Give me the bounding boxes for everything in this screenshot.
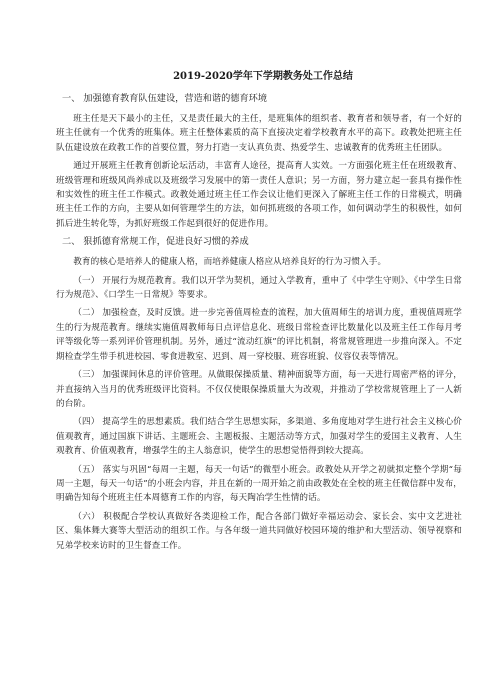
section-2-paragraph: （三） 加强课间休息的评价管理。从做眼保操质量、精神面貌等方面，每一天进行周密严格的评分，并直接纳入当月的优秀班级评比资料。不仅仅使眼保操质量大为改观，并推动了学校常规管理上了一人新的台阶。	[56, 370, 462, 409]
section-2-heading: 二、 狠抓德育常规工作，促进良好习惯的养成	[62, 236, 249, 248]
section-2-paragraph: （五） 落实与巩固“每周一主题，每天一句话”的微型小班会。政教处从开学之初就拟定整个学期“每周一主题，每天一句话”的小班会内容，并且在新的一周开始之前由政教处在全校的班主任微信群中发布，明确告知每个班班主任本周德育工作的内容，每天陶冶学生性情的话。	[56, 464, 462, 504]
section-1-paragraph: 班主任是天下最小的主任，又是责任最大的主任，是班集体的组织者、教育者和领导者，有一个好的班主任就有一个优秀的班集体。班主任整体素质的高下直接决定着学校教育水平的高下。政教处把班主任队伍建设放在政教工作的首要位置，努力打造一支认真负责、热爱学生、忠诚教育的优秀班主任团队。	[56, 114, 462, 153]
section-2-paragraph: （一） 开展行为规范教育。我们以开学为契机，通过入学教育，重申了《中学生守则》、《中学生日常行为规范》、《口学生一日常规》等要求。	[56, 275, 462, 301]
section-2-paragraph: （二） 加强检查，及时反馈。进一步完善值周检查的流程，加大值周师生的培训力度，重视值周班学生的行为规范教育。继续实施值周教师每日点评信息化、班级日常检查评比数量化以及班主任工作每月考评等级化等一系列评价管理机制。另外，通过“流动红旗”的评比机制，将常规管理进一步推向深入。不定期检查学生带手机进校园、零食进教室、迟到、周一穿校服、班容班貌、仪容仪表等情况。	[56, 308, 462, 362]
section-2-paragraph: 教育的核心是培养人的健康人格，而培养健康人格应从培养良好的行为习惯入手。	[73, 257, 387, 268]
section-2-paragraph: （四） 提高学生的思想素质。我们结合学生思想实际，多渠道、多角度地对学生进行社会主义核心价值观教育，通过国旗下讲话、主题班会、主题板报、主题活动等方式，加强对学生的爱国主义教育、人生观教育、价值观教育，增强学生的主人翁意识，使学生的思想觉悟得到较大提高。	[56, 417, 462, 457]
section-1-heading: 一、 加强德育教育队伍建设，营造和谐的德育环境	[62, 93, 268, 104]
document-title: 2019-2020学年下学期教务处工作总结	[173, 71, 353, 82]
section-1-paragraph: 通过开展班主任教育创新论坛活动，丰富育人途径，提高育人实效。一方面强化班主任在班级教育、班级管理和班级风尚养成以及班级学习发展中的第一责任人意识；另一方面，努力建立起一套具有操作性和实效性的班主任工作模式。政教处通过班主任工作会议让他们更深入了解班主任工作的日常模式，明确班主任工作的方向，主要从如何管理学生的方法，如何抓班级的各项工作，如何调动学生的积极性，如何抓后进生转化等，为抓好班级工作起到很好的促进作用。	[56, 161, 462, 229]
section-2-paragraph: （六） 积极配合学校认真做好各类迎检工作，配合各部门做好幸福运动会、家长会、实中文艺进社区、集体舞大赛等大型活动的组织工作。与各年级一道共同做好校园环境的维护和大型活动、领导视察和兄弟学校来访时的卫生督查工作。	[56, 511, 462, 551]
